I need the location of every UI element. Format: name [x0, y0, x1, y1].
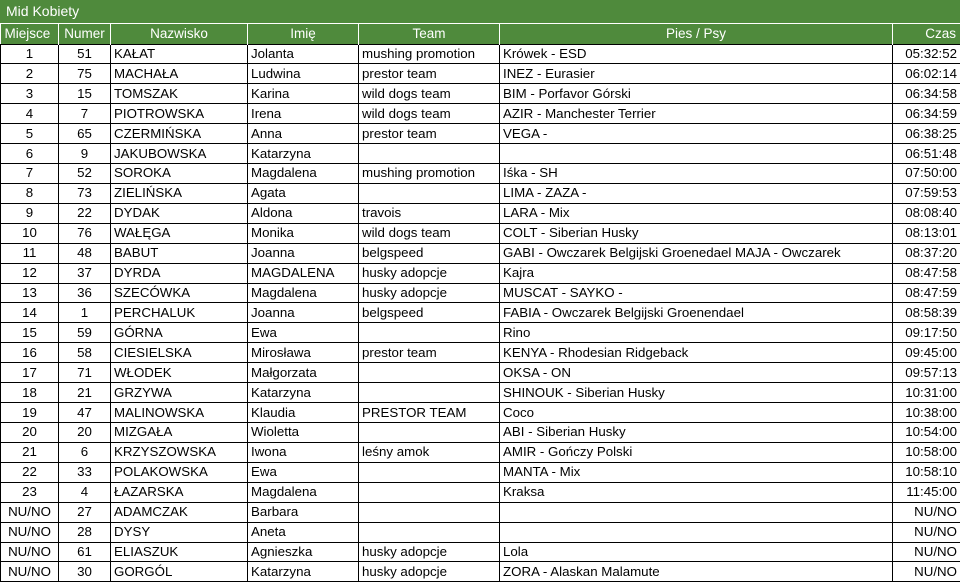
cell-team[interactable]: belgspeed [359, 243, 500, 263]
table-row[interactable] [1, 363, 960, 383]
cell-numer[interactable]: 76 [59, 223, 111, 243]
cell-imie[interactable]: Aneta [248, 522, 359, 542]
header-imie[interactable]: Imię [248, 24, 359, 44]
table-row[interactable] [1, 522, 960, 542]
cell-numer[interactable]: 48 [59, 243, 111, 263]
cell-imie[interactable]: Barbara [248, 502, 359, 522]
cell-imie[interactable]: Agata [248, 183, 359, 203]
cell-numer[interactable]: 28 [59, 522, 111, 542]
table-row[interactable] [1, 442, 960, 462]
cell-imie[interactable]: Karina [248, 84, 359, 104]
cell-czas[interactable]: 08:13:01 [893, 223, 960, 243]
cell-team[interactable] [359, 522, 500, 542]
cell-numer[interactable]: 15 [59, 84, 111, 104]
cell-czas[interactable]: 10:58:10 [893, 462, 960, 482]
cell-nazwisko[interactable]: DYSY [111, 522, 248, 542]
cell-pies[interactable]: LARA - Mix [500, 203, 893, 223]
cell-miejsce[interactable]: 5 [1, 124, 59, 144]
cell-numer[interactable]: 36 [59, 283, 111, 303]
cell-nazwisko[interactable]: WAŁĘGA [111, 223, 248, 243]
cell-team[interactable]: husky adopcje [359, 283, 500, 303]
cell-team[interactable]: prestor team [359, 64, 500, 84]
header-team[interactable]: Team [359, 24, 500, 44]
table-row[interactable] [1, 164, 960, 184]
cell-team[interactable] [359, 383, 500, 403]
cell-imie[interactable]: Agnieszka [248, 542, 359, 562]
cell-team[interactable]: mushing promotion [359, 44, 500, 64]
cell-czas[interactable]: 06:34:58 [893, 84, 960, 104]
cell-miejsce[interactable]: 6 [1, 144, 59, 164]
table-row[interactable] [1, 104, 960, 124]
cell-imie[interactable]: Katarzyna [248, 562, 359, 582]
table-row[interactable] [1, 502, 960, 522]
cell-numer[interactable]: 4 [59, 482, 111, 502]
cell-pies[interactable]: Lola [500, 542, 893, 562]
cell-team[interactable]: husky adopcje [359, 263, 500, 283]
cell-nazwisko[interactable]: SOROKA [111, 164, 248, 184]
cell-numer[interactable]: 75 [59, 64, 111, 84]
sheet-title: Mid Kobiety [0, 0, 960, 24]
cell-numer[interactable]: 22 [59, 203, 111, 223]
cell-nazwisko[interactable]: MACHAŁA [111, 64, 248, 84]
cell-pies[interactable]: AZIR - Manchester Terrier [500, 104, 893, 124]
table-row[interactable] [1, 482, 960, 502]
cell-nazwisko[interactable]: GRZYWA [111, 383, 248, 403]
cell-czas[interactable]: 07:59:53 [893, 183, 960, 203]
cell-imie[interactable]: Magdalena [248, 283, 359, 303]
cell-team[interactable]: prestor team [359, 124, 500, 144]
cell-pies[interactable] [500, 522, 893, 542]
cell-czas[interactable]: 09:45:00 [893, 343, 960, 363]
cell-czas[interactable]: 06:51:48 [893, 144, 960, 164]
cell-czas[interactable]: 10:38:00 [893, 403, 960, 423]
cell-czas[interactable]: 09:57:13 [893, 363, 960, 383]
cell-nazwisko[interactable]: SZECÓWKA [111, 283, 248, 303]
table-row[interactable] [1, 64, 960, 84]
cell-pies[interactable]: VEGA - [500, 124, 893, 144]
cell-czas[interactable]: 06:34:59 [893, 104, 960, 124]
cell-team[interactable] [359, 323, 500, 343]
cell-team[interactable]: belgspeed [359, 303, 500, 323]
cell-imie[interactable]: Iwona [248, 442, 359, 462]
cell-imie[interactable]: MAGDALENA [248, 263, 359, 283]
cell-miejsce[interactable]: 8 [1, 183, 59, 203]
cell-czas[interactable]: 07:50:00 [893, 164, 960, 184]
table-row[interactable] [1, 183, 960, 203]
cell-czas[interactable]: NU/NO [893, 522, 960, 542]
cell-team[interactable]: prestor team [359, 343, 500, 363]
cell-pies[interactable]: MANTA - Mix [500, 462, 893, 482]
cell-miejsce[interactable]: 12 [1, 263, 59, 283]
cell-team[interactable]: mushing promotion [359, 164, 500, 184]
cell-miejsce[interactable]: 4 [1, 104, 59, 124]
cell-pies[interactable]: MUSCAT - SAYKO - [500, 283, 893, 303]
cell-team[interactable] [359, 502, 500, 522]
cell-miejsce[interactable]: 9 [1, 203, 59, 223]
cell-pies[interactable]: LIMA - ZAZA - [500, 183, 893, 203]
cell-nazwisko[interactable]: GÓRNA [111, 323, 248, 343]
cell-pies[interactable]: Coco [500, 403, 893, 423]
cell-numer[interactable]: 71 [59, 363, 111, 383]
cell-miejsce[interactable]: 10 [1, 223, 59, 243]
cell-miejsce[interactable]: 7 [1, 164, 59, 184]
cell-czas[interactable]: 08:58:39 [893, 303, 960, 323]
cell-czas[interactable]: 10:58:00 [893, 442, 960, 462]
cell-imie[interactable]: Magdalena [248, 482, 359, 502]
cell-miejsce[interactable]: NU/NO [1, 562, 59, 582]
cell-numer[interactable]: 65 [59, 124, 111, 144]
cell-team[interactable]: PRESTOR TEAM [359, 403, 500, 423]
table-row[interactable] [1, 44, 960, 64]
table-row[interactable] [1, 303, 960, 323]
cell-pies[interactable]: ZORA - Alaskan Malamute [500, 562, 893, 582]
header-pies[interactable]: Pies / Psy [500, 24, 893, 44]
cell-numer[interactable]: 6 [59, 442, 111, 462]
cell-numer[interactable]: 51 [59, 44, 111, 64]
table-row[interactable] [1, 84, 960, 104]
cell-pies[interactable]: FABIA - Owczarek Belgijski Groenendael [500, 303, 893, 323]
cell-nazwisko[interactable]: ELIASZUK [111, 542, 248, 562]
cell-numer[interactable]: 73 [59, 183, 111, 203]
cell-nazwisko[interactable]: DYDAK [111, 203, 248, 223]
cell-miejsce[interactable]: 13 [1, 283, 59, 303]
header-czas[interactable]: Czas [893, 24, 960, 44]
cell-miejsce[interactable]: NU/NO [1, 502, 59, 522]
cell-miejsce[interactable]: 2 [1, 64, 59, 84]
cell-imie[interactable]: Jolanta [248, 44, 359, 64]
cell-imie[interactable]: Ludwina [248, 64, 359, 84]
cell-czas[interactable]: 11:45:00 [893, 482, 960, 502]
table-row[interactable] [1, 203, 960, 223]
table-row[interactable] [1, 562, 960, 582]
cell-team[interactable] [359, 363, 500, 383]
cell-miejsce[interactable]: 23 [1, 482, 59, 502]
cell-pies[interactable]: SHINOUK - Siberian Husky [500, 383, 893, 403]
cell-numer[interactable]: 33 [59, 462, 111, 482]
cell-pies[interactable]: OKSA - ON [500, 363, 893, 383]
cell-nazwisko[interactable]: KAŁAT [111, 44, 248, 64]
cell-team[interactable] [359, 462, 500, 482]
cell-imie[interactable]: Joanna [248, 303, 359, 323]
cell-miejsce[interactable]: 15 [1, 323, 59, 343]
header-numer[interactable]: Numer [59, 24, 111, 44]
table-row[interactable] [1, 263, 960, 283]
cell-team[interactable] [359, 482, 500, 502]
cell-czas[interactable]: NU/NO [893, 502, 960, 522]
cell-team[interactable] [359, 423, 500, 443]
cell-team[interactable] [359, 144, 500, 164]
cell-czas[interactable]: 10:54:00 [893, 423, 960, 443]
table-row[interactable] [1, 403, 960, 423]
cell-nazwisko[interactable]: BABUT [111, 243, 248, 263]
cell-czas[interactable]: 06:38:25 [893, 124, 960, 144]
cell-pies[interactable]: Krówek - ESD [500, 44, 893, 64]
cell-imie[interactable]: Ewa [248, 462, 359, 482]
cell-miejsce[interactable]: 16 [1, 343, 59, 363]
cell-pies[interactable]: GABI - Owczarek Belgijski Groenedael MAJA - Owczarek [500, 243, 893, 263]
cell-pies[interactable]: Kraksa [500, 482, 893, 502]
table-row[interactable] [1, 323, 960, 343]
table-row[interactable] [1, 542, 960, 562]
cell-pies[interactable]: Iśka - SH [500, 164, 893, 184]
cell-nazwisko[interactable]: CIESIELSKA [111, 343, 248, 363]
cell-nazwisko[interactable]: PERCHALUK [111, 303, 248, 323]
cell-imie[interactable]: Małgorzata [248, 363, 359, 383]
cell-team[interactable]: wild dogs team [359, 84, 500, 104]
cell-imie[interactable]: Irena [248, 104, 359, 124]
cell-pies[interactable]: COLT - Siberian Husky [500, 223, 893, 243]
cell-imie[interactable]: Magdalena [248, 164, 359, 184]
cell-nazwisko[interactable]: GORGÓL [111, 562, 248, 582]
cell-nazwisko[interactable]: MIZGAŁA [111, 423, 248, 443]
cell-nazwisko[interactable]: TOMSZAK [111, 84, 248, 104]
cell-numer[interactable]: 52 [59, 164, 111, 184]
cell-numer[interactable]: 47 [59, 403, 111, 423]
header-row [1, 24, 960, 44]
cell-team[interactable]: leśny amok [359, 442, 500, 462]
cell-imie[interactable]: Klaudia [248, 403, 359, 423]
cell-imie[interactable]: Aldona [248, 203, 359, 223]
cell-numer[interactable]: 59 [59, 323, 111, 343]
cell-numer[interactable]: 21 [59, 383, 111, 403]
table-row[interactable] [1, 423, 960, 443]
results-table [0, 24, 960, 582]
cell-nazwisko[interactable]: POLAKOWSKA [111, 462, 248, 482]
cell-nazwisko[interactable]: ADAMCZAK [111, 502, 248, 522]
cell-team[interactable]: wild dogs team [359, 223, 500, 243]
cell-miejsce[interactable]: 3 [1, 84, 59, 104]
cell-numer[interactable]: 27 [59, 502, 111, 522]
cell-miejsce[interactable]: 1 [1, 44, 59, 64]
cell-pies[interactable] [500, 144, 893, 164]
cell-imie[interactable]: Mirosława [248, 343, 359, 363]
cell-imie[interactable]: Katarzyna [248, 383, 359, 403]
cell-imie[interactable]: Anna [248, 124, 359, 144]
cell-imie[interactable]: Joanna [248, 243, 359, 263]
cell-team[interactable]: wild dogs team [359, 104, 500, 124]
cell-pies[interactable]: AMIR - Gończy Polski [500, 442, 893, 462]
table-row[interactable] [1, 243, 960, 263]
cell-nazwisko[interactable]: CZERMIŃSKA [111, 124, 248, 144]
cell-czas[interactable]: 09:17:50 [893, 323, 960, 343]
cell-pies[interactable]: INEZ - Eurasier [500, 64, 893, 84]
cell-nazwisko[interactable]: KRZYSZOWSKA [111, 442, 248, 462]
table-row[interactable] [1, 223, 960, 243]
cell-miejsce[interactable]: 17 [1, 363, 59, 383]
header-miejsce[interactable]: Miejsce [1, 24, 59, 44]
cell-nazwisko[interactable]: MALINOWSKA [111, 403, 248, 423]
cell-numer[interactable]: 58 [59, 343, 111, 363]
cell-numer[interactable]: 61 [59, 542, 111, 562]
table-row[interactable] [1, 383, 960, 403]
cell-pies[interactable] [500, 502, 893, 522]
cell-miejsce[interactable]: 18 [1, 383, 59, 403]
cell-miejsce[interactable]: NU/NO [1, 522, 59, 542]
cell-czas[interactable]: 06:02:14 [893, 64, 960, 84]
cell-nazwisko[interactable]: ŁAZARSKA [111, 482, 248, 502]
cell-numer[interactable]: 9 [59, 144, 111, 164]
table-row[interactable] [1, 283, 960, 303]
cell-pies[interactable]: Kajra [500, 263, 893, 283]
cell-pies[interactable]: Rino [500, 323, 893, 343]
header-nazwisko[interactable]: Nazwisko [111, 24, 248, 44]
cell-team[interactable]: travois [359, 203, 500, 223]
cell-numer[interactable]: 30 [59, 562, 111, 582]
cell-czas[interactable]: 08:08:40 [893, 203, 960, 223]
cell-team[interactable]: husky adopcje [359, 542, 500, 562]
cell-imie[interactable]: Monika [248, 223, 359, 243]
cell-czas[interactable]: NU/NO [893, 542, 960, 562]
table-row[interactable] [1, 343, 960, 363]
cell-czas[interactable]: 10:31:00 [893, 383, 960, 403]
table-row[interactable] [1, 124, 960, 144]
cell-nazwisko[interactable]: ZIELIŃSKA [111, 183, 248, 203]
table-row[interactable] [1, 144, 960, 164]
cell-miejsce[interactable]: 20 [1, 423, 59, 443]
cell-czas[interactable]: 08:37:20 [893, 243, 960, 263]
cell-miejsce[interactable]: 19 [1, 403, 59, 423]
cell-team[interactable] [359, 183, 500, 203]
cell-miejsce[interactable]: 22 [1, 462, 59, 482]
cell-nazwisko[interactable]: DYRDA [111, 263, 248, 283]
cell-imie[interactable]: Wioletta [248, 423, 359, 443]
cell-numer[interactable]: 37 [59, 263, 111, 283]
cell-team[interactable]: husky adopcje [359, 562, 500, 582]
cell-czas[interactable]: NU/NO [893, 562, 960, 582]
cell-miejsce[interactable]: 11 [1, 243, 59, 263]
cell-czas[interactable]: 05:32:52 [893, 44, 960, 64]
cell-nazwisko[interactable]: JAKUBOWSKA [111, 144, 248, 164]
cell-numer[interactable]: 1 [59, 303, 111, 323]
cell-imie[interactable]: Katarzyna [248, 144, 359, 164]
cell-miejsce[interactable]: 21 [1, 442, 59, 462]
cell-miejsce[interactable]: 14 [1, 303, 59, 323]
cell-pies[interactable]: KENYA - Rhodesian Ridgeback [500, 343, 893, 363]
cell-nazwisko[interactable]: WŁODEK [111, 363, 248, 383]
cell-numer[interactable]: 7 [59, 104, 111, 124]
cell-pies[interactable]: BIM - Porfavor Górski [500, 84, 893, 104]
cell-czas[interactable]: 08:47:58 [893, 263, 960, 283]
cell-miejsce[interactable]: NU/NO [1, 542, 59, 562]
cell-numer[interactable]: 20 [59, 423, 111, 443]
cell-imie[interactable]: Ewa [248, 323, 359, 343]
cell-czas[interactable]: 08:47:59 [893, 283, 960, 303]
table-row[interactable] [1, 462, 960, 482]
cell-nazwisko[interactable]: PIOTROWSKA [111, 104, 248, 124]
cell-pies[interactable]: ABI - Siberian Husky [500, 423, 893, 443]
